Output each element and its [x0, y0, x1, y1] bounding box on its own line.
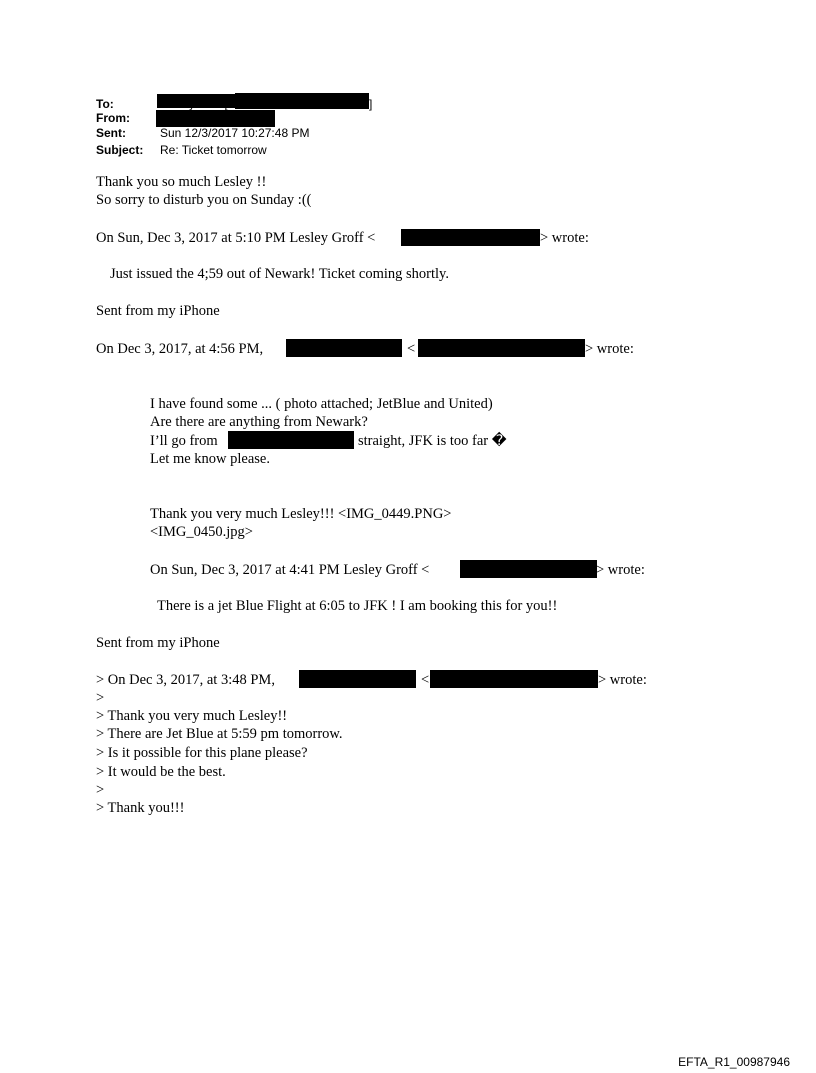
quote-header-4-suffix: > wrote: [598, 672, 647, 688]
to-close: ] [369, 97, 373, 111]
body-line-1: Thank you so much Lesley !! [96, 174, 267, 190]
redaction-quote3-email [460, 560, 597, 578]
nested-line-6: <IMG_0450.jpg> [150, 524, 253, 540]
quoted-line-7: > Thank you!!! [96, 800, 185, 816]
redaction-nested-location [228, 431, 354, 449]
redaction-quote4-email [430, 670, 598, 688]
to-label: To: [96, 97, 114, 111]
quote-header-2: On Dec 3, 2017, at 4:56 PM, [96, 341, 264, 357]
redaction-quote4-name [299, 670, 416, 688]
sent-from-1: Sent from my iPhone [96, 303, 220, 319]
quoted-line-5: > It would be the best. [96, 764, 226, 780]
nested-line-5: Thank you very much Lesley!!! <IMG_0449.PNG> [150, 506, 452, 522]
nested-line-2: Are there are anything from Newark? [150, 414, 368, 430]
quote-header-3: On Sun, Dec 3, 2017 at 4:41 PM Lesley Groff < [150, 562, 430, 578]
redaction-quote1-email [401, 229, 540, 246]
reply-2: There is a jet Blue Flight at 6:05 to JFK ! I am booking this for you!! [157, 598, 558, 614]
quoted-line-6: > [96, 782, 105, 798]
redaction-from [156, 110, 275, 127]
subject-label: Subject: [96, 143, 144, 157]
sent-value: Sun 12/3/2017 10:27:48 PM [160, 126, 310, 140]
quote-header-4: > On Dec 3, 2017, at 3:48 PM, [96, 672, 275, 688]
quote-header-3-suffix: > wrote: [596, 562, 645, 578]
nested-line-4: Let me know please. [150, 451, 270, 467]
quote-header-1: On Sun, Dec 3, 2017 at 5:10 PM Lesley Groff < [96, 230, 376, 246]
subject-value: Re: Ticket tomorrow [160, 143, 267, 157]
redaction-to-email-2 [235, 93, 369, 109]
redaction-quote2-name [286, 339, 402, 357]
nested-line-1: I have found some ... ( photo attached; JetBlue and United) [150, 396, 493, 412]
quoted-line-2: > Thank you very much Lesley!! [96, 708, 288, 724]
document-id: EFTA_R1_00987946 [678, 1055, 790, 1069]
body-line-2: So sorry to disturb you on Sunday :(( [96, 192, 312, 208]
redaction-quote2-email [418, 339, 585, 357]
from-label: From: [96, 111, 130, 125]
quote-header-1-suffix: > wrote: [540, 230, 589, 246]
reply-1: Just issued the 4;59 out of Newark! Ticket coming shortly. [110, 266, 449, 282]
quoted-line-1: > [96, 690, 105, 706]
quote-header-2-mid: < [407, 341, 416, 357]
quoted-line-3: > There are Jet Blue at 5:59 pm tomorrow. [96, 726, 343, 742]
quote-header-2-suffix: > wrote: [585, 341, 634, 357]
quoted-line-4: > Is it possible for this plane please? [96, 745, 308, 761]
sent-label: Sent: [96, 126, 126, 140]
nested-line-3: I’ll go from [150, 433, 218, 449]
nested-line-3-suffix: straight, JFK is too far � [358, 433, 507, 449]
quote-header-4-mid: < [421, 672, 430, 688]
sent-from-2: Sent from my iPhone [96, 635, 220, 651]
